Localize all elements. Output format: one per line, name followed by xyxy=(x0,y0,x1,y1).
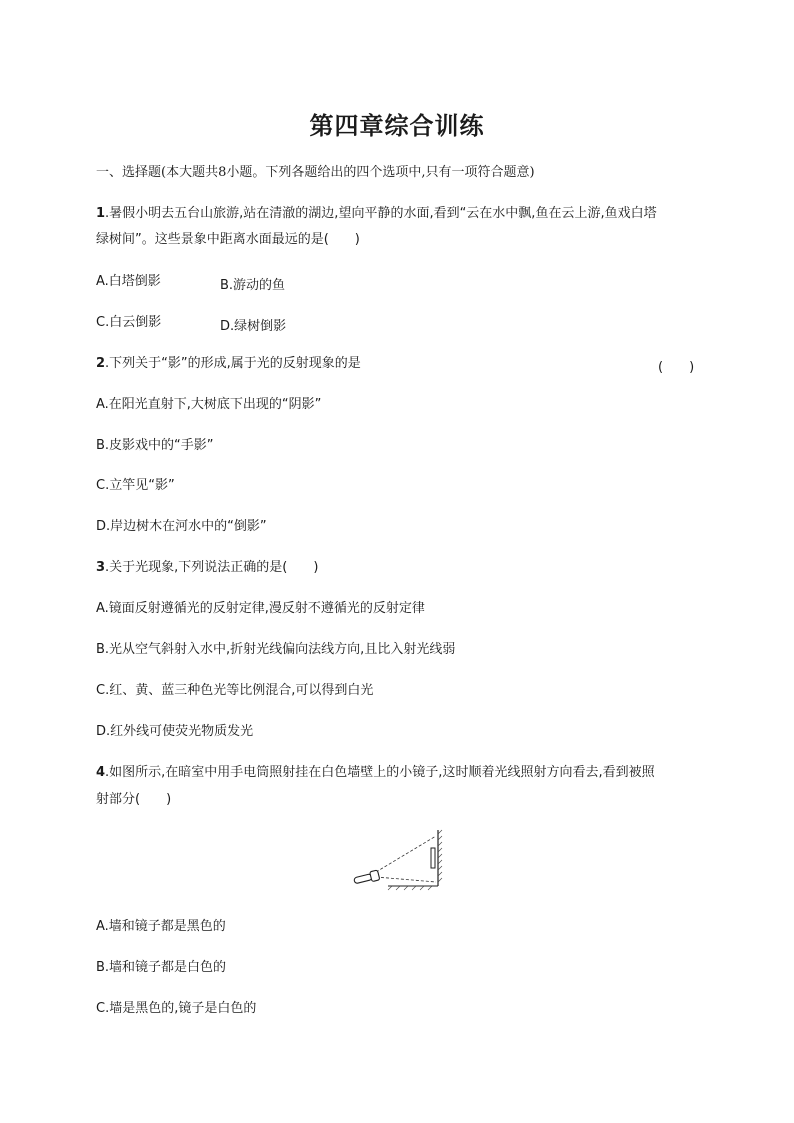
flashlight-mirror-figure xyxy=(350,822,450,892)
light-ray-lower xyxy=(376,877,436,882)
question-3-number: 3 xyxy=(96,560,106,575)
question-2-line xyxy=(96,356,361,372)
question-1-option-a: A.白塔倒影 xyxy=(96,274,161,289)
floor-hatching xyxy=(388,886,432,890)
question-3-option-d: D.红外线可使荧光物质发光 xyxy=(96,724,254,739)
section-heading: 一、选择题(本大题共8小题。下列各题给出的四个选项中,只有一项符合题意) xyxy=(96,165,535,180)
question-3-option-c: C.红、黄、蓝三种色光等比例混合,可以得到白光 xyxy=(96,683,374,698)
question-1-number: 1 xyxy=(96,206,106,221)
page-title: 第四章综合训练 xyxy=(309,112,485,140)
question-4-number: 4 xyxy=(96,765,106,780)
question-1-option-d: D.绿树倒影 xyxy=(220,319,287,334)
question-3-option-a: A.镜面反射遵循光的反射定律,漫反射不遵循光的反射定律 xyxy=(96,601,425,616)
question-4-option-c: C.墙是黑色的,镜子是白色的 xyxy=(96,1001,257,1016)
question-2-option-b: B.皮影戏中的“手影” xyxy=(96,438,214,453)
question-4-line-2: 射部分( ) xyxy=(96,792,172,807)
light-ray-upper xyxy=(376,836,436,872)
question-2-answer-blank: ( ) xyxy=(658,360,695,375)
question-4-line-1 xyxy=(96,765,655,781)
question-3-text: .关于光现象,下列说法正确的是( ) xyxy=(105,560,319,575)
question-2-option-c: C.立竿见“影” xyxy=(96,478,175,493)
wall-hatching xyxy=(438,830,442,882)
question-1-text: .暑假小明去五台山旅游,站在清澈的湖边,望向平静的水面,看到“云在水中飘,鱼在云上游,鱼戏白塔 xyxy=(105,206,657,221)
question-1-option-b: B.游动的鱼 xyxy=(220,278,286,293)
question-2-text: .下列关于“影”的形成,属于光的反射现象的是 xyxy=(105,356,361,371)
question-4-text: .如图所示,在暗室中用手电筒照射挂在白色墙壁上的小镜子,这时顺着光线照射方向看去,看到被照 xyxy=(105,765,655,780)
question-1-line-1 xyxy=(96,206,657,222)
question-1-line-2: 绿树间”。这些景象中距离水面最远的是( ) xyxy=(96,232,360,247)
question-4-option-b: B.墙和镜子都是白色的 xyxy=(96,960,227,975)
question-3-line xyxy=(96,560,318,576)
question-2-option-a: A.在阳光直射下,大树底下出现的“阴影” xyxy=(96,397,322,412)
question-2-number: 2 xyxy=(96,356,106,371)
mirror-icon xyxy=(431,848,435,868)
question-2-option-d: D.岸边树木在河水中的“倒影” xyxy=(96,519,267,534)
question-3-option-b: B.光从空气斜射入水中,折射光线偏向法线方向,且比入射光线弱 xyxy=(96,642,456,657)
question-1-option-c: C.白云倒影 xyxy=(96,315,162,330)
flashlight-icon xyxy=(353,870,380,886)
question-4-option-a: A.墙和镜子都是黑色的 xyxy=(96,919,226,934)
